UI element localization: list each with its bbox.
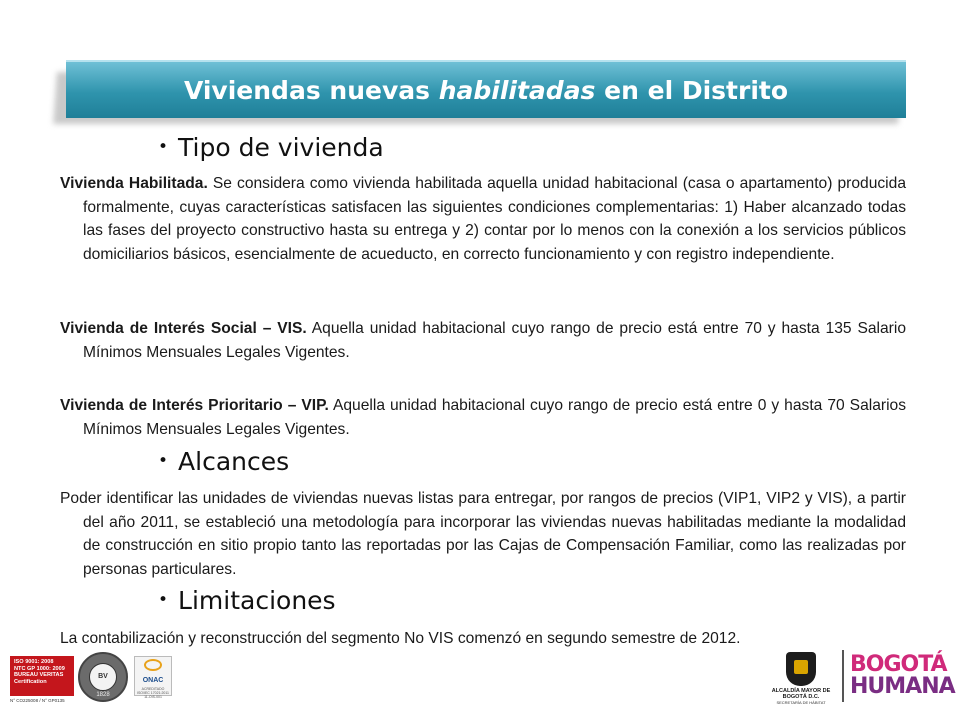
bullet-icon: •	[158, 137, 169, 157]
bureau-veritas-seal-icon: BV 1828	[78, 652, 128, 702]
bullet-icon: •	[158, 590, 169, 610]
iso-certification-logo: ISO 9001: 2008 NTC GP 1000: 2009 BUREAU VERITAS Certification	[10, 656, 74, 696]
title-bar	[66, 60, 906, 118]
onac-ring-icon	[144, 659, 162, 671]
page-title: Viviendas nuevas habilitadas en el Distrito	[183, 75, 789, 105]
heading-tipo-de-vivienda: • Tipo de vivienda	[158, 133, 384, 162]
paragraph-vis: Vivienda de Interés Social – VIS. Aquella unidad habitacional cuyo rango de precio está entre 70 y hasta 135 Salario Mínimos Mensuales Legales Vigentes.	[60, 320, 906, 361]
footer-divider	[842, 650, 844, 702]
paragraph-alcances: Poder identificar las unidades de viviendas nuevas listas para entregar, por rangos de precios (VIP1, VIP2 y VIS), a partir del año 2011, se estableció una metodología para incorporar las viviendas nuevas habilitadas mediante la modalidad de construcción en sitio propio tanto las reportadas por las Cajas de Compensación Familiar, como las realizadas por personas particulares.	[60, 490, 906, 578]
alcaldia-logo: ALCALDÍA MAYOR DE BOGOTÁ D.C. SECRETARÍA DE HÁBITAT	[766, 652, 836, 705]
heading-alcances: • Alcances	[158, 447, 290, 476]
paragraph-vivienda-habilitada: Vivienda Habilitada. Se considera como vivienda habilitada aquella unidad habitacional (casa o apartamento) producida formalmente, cuyas características satisfacen las siguientes condiciones complementarias: 1) Haber alcanzado todas las fases del proyecto constructivo hasta su entrega y 2) contar por lo menos con la conexión a los servicios públicos domiciliarios básicos, esencialmente de acueducto, en correcto funcionamiento y con registro independiente.	[60, 175, 906, 263]
iso-certificate-number: N° CO225008 / N° GP0135	[10, 698, 65, 703]
paragraph-limitaciones: La contabilización y reconstrucción del segmento No VIS comenzó en segundo semestre de 2012.	[60, 630, 741, 647]
bullet-icon: •	[158, 451, 169, 471]
paragraph-vip: Vivienda de Interés Prioritario – VIP. Aquella unidad habitacional cuyo rango de precio está entre 0 y hasta 70 Salarios Mínimos Mensuales Legales Vigentes.	[60, 397, 907, 438]
heading-limitaciones: • Limitaciones	[158, 586, 336, 615]
coat-of-arms-icon	[786, 652, 816, 686]
bogota-humana-logo: BOGOTÁ HUMANA	[850, 652, 955, 699]
onac-logo: ONAC ACREDITADO ISO/IEC 17021:2011 11-OIS-001	[134, 656, 172, 696]
